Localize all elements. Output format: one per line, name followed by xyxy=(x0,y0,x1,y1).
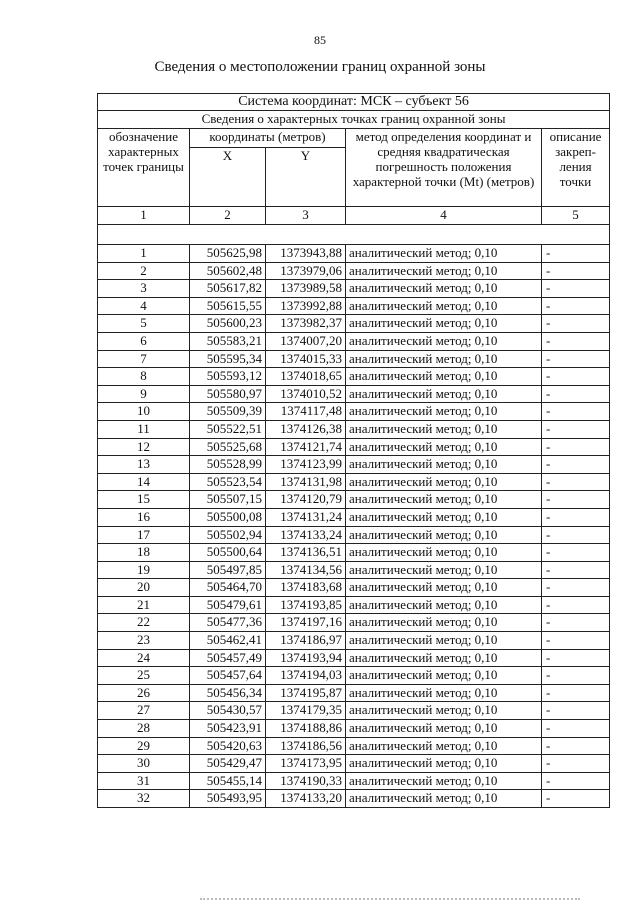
table-row xyxy=(98,508,610,526)
method-cell: аналитический метод; 0,10 xyxy=(346,561,542,579)
description-cell: - xyxy=(542,315,610,333)
coord-x: 505602,48 xyxy=(190,262,266,280)
coord-y: 1374007,20 xyxy=(266,332,346,350)
table-row xyxy=(98,385,610,403)
method-cell: аналитический метод; 0,10 xyxy=(346,720,542,738)
description-cell: - xyxy=(542,245,610,263)
coord-x: 505600,23 xyxy=(190,315,266,333)
col-number: 1 xyxy=(98,207,190,225)
method-cell: аналитический метод; 0,10 xyxy=(346,403,542,421)
point-id: 27 xyxy=(98,702,190,720)
coord-y: 1374123,99 xyxy=(266,456,346,474)
col-header-y: Y xyxy=(266,148,346,207)
coord-y: 1374179,35 xyxy=(266,702,346,720)
table-row xyxy=(98,473,610,491)
description-cell: - xyxy=(542,667,610,685)
coord-y: 1373982,37 xyxy=(266,315,346,333)
table-row xyxy=(98,245,610,263)
coord-x: 505502,94 xyxy=(190,526,266,544)
table-row xyxy=(98,614,610,632)
table-row xyxy=(98,755,610,773)
table-row xyxy=(98,332,610,350)
table-row xyxy=(98,667,610,685)
method-cell: аналитический метод; 0,10 xyxy=(346,438,542,456)
table-row xyxy=(98,684,610,702)
method-cell: аналитический метод; 0,10 xyxy=(346,262,542,280)
method-cell: аналитический метод; 0,10 xyxy=(346,737,542,755)
description-cell: - xyxy=(542,649,610,667)
col-header-x: X xyxy=(190,148,266,207)
method-cell: аналитический метод; 0,10 xyxy=(346,632,542,650)
point-id: 26 xyxy=(98,684,190,702)
description-cell: - xyxy=(542,473,610,491)
table-row xyxy=(98,491,610,509)
coord-y: 1374186,56 xyxy=(266,737,346,755)
table-row xyxy=(98,544,610,562)
method-cell: аналитический метод; 0,10 xyxy=(346,332,542,350)
description-cell: - xyxy=(542,262,610,280)
point-id: 1 xyxy=(98,245,190,263)
table-row xyxy=(98,420,610,438)
coord-x: 505617,82 xyxy=(190,280,266,298)
description-cell: - xyxy=(542,368,610,386)
table-subtitle: Сведения о характерных точках границ охранной зоны xyxy=(98,111,610,129)
point-id: 23 xyxy=(98,632,190,650)
coord-y: 1374136,51 xyxy=(266,544,346,562)
method-cell: аналитический метод; 0,10 xyxy=(346,385,542,403)
description-cell: - xyxy=(542,297,610,315)
coord-y: 1374197,16 xyxy=(266,614,346,632)
coord-y: 1374193,85 xyxy=(266,596,346,614)
coord-x: 505500,08 xyxy=(190,508,266,526)
table-row xyxy=(98,350,610,368)
coord-y: 1374194,03 xyxy=(266,667,346,685)
coord-y: 1374131,98 xyxy=(266,473,346,491)
coord-y: 1373943,88 xyxy=(266,245,346,263)
description-cell: - xyxy=(542,332,610,350)
point-id: 32 xyxy=(98,790,190,808)
point-id: 28 xyxy=(98,720,190,738)
coord-x: 505420,63 xyxy=(190,737,266,755)
point-id: 18 xyxy=(98,544,190,562)
description-cell: - xyxy=(542,790,610,808)
coord-x: 505456,34 xyxy=(190,684,266,702)
table-row xyxy=(98,280,610,298)
method-cell: аналитический метод; 0,10 xyxy=(346,755,542,773)
description-cell: - xyxy=(542,614,610,632)
coord-x: 505615,55 xyxy=(190,297,266,315)
empty-cell xyxy=(98,225,610,245)
method-cell: аналитический метод; 0,10 xyxy=(346,579,542,597)
page-number: 85 xyxy=(314,33,326,47)
coord-x: 505477,36 xyxy=(190,614,266,632)
coord-x: 505500,64 xyxy=(190,544,266,562)
description-cell: - xyxy=(542,438,610,456)
coord-x: 505509,39 xyxy=(190,403,266,421)
col-number: 4 xyxy=(346,207,542,225)
point-id: 16 xyxy=(98,508,190,526)
coord-x: 505583,21 xyxy=(190,332,266,350)
point-id: 25 xyxy=(98,667,190,685)
coord-y: 1373979,06 xyxy=(266,262,346,280)
coord-x: 505625,98 xyxy=(190,245,266,263)
coord-y: 1374188,86 xyxy=(266,720,346,738)
table-row xyxy=(98,315,610,333)
coordinates-table xyxy=(97,93,610,808)
coord-y: 1374133,20 xyxy=(266,790,346,808)
coord-x: 505580,97 xyxy=(190,385,266,403)
point-id: 15 xyxy=(98,491,190,509)
coord-y: 1374173,95 xyxy=(266,755,346,773)
table-row xyxy=(98,368,610,386)
col-number: 3 xyxy=(266,207,346,225)
point-id: 7 xyxy=(98,350,190,368)
coord-x: 505525,68 xyxy=(190,438,266,456)
coord-x: 505457,49 xyxy=(190,649,266,667)
coord-x: 505528,99 xyxy=(190,456,266,474)
method-cell: аналитический метод; 0,10 xyxy=(346,596,542,614)
description-cell: - xyxy=(542,632,610,650)
point-id: 3 xyxy=(98,280,190,298)
description-cell: - xyxy=(542,280,610,298)
description-cell: - xyxy=(542,596,610,614)
coord-y: 1374183,68 xyxy=(266,579,346,597)
method-cell: аналитический метод; 0,10 xyxy=(346,544,542,562)
table-row xyxy=(98,649,610,667)
description-cell: - xyxy=(542,737,610,755)
description-cell: - xyxy=(542,702,610,720)
coord-y: 1373992,88 xyxy=(266,297,346,315)
table-row xyxy=(98,579,610,597)
method-cell: аналитический метод; 0,10 xyxy=(346,473,542,491)
point-id: 20 xyxy=(98,579,190,597)
coord-y: 1374120,79 xyxy=(266,491,346,509)
table-row xyxy=(98,720,610,738)
table-row xyxy=(98,772,610,790)
table-row xyxy=(98,438,610,456)
point-id: 9 xyxy=(98,385,190,403)
coord-x: 505457,64 xyxy=(190,667,266,685)
coord-y: 1374195,87 xyxy=(266,684,346,702)
table-row xyxy=(98,632,610,650)
method-cell: аналитический метод; 0,10 xyxy=(346,280,542,298)
coord-x: 505593,12 xyxy=(190,368,266,386)
coord-x: 505595,34 xyxy=(190,350,266,368)
coord-x: 505497,85 xyxy=(190,561,266,579)
table-row xyxy=(98,702,610,720)
method-cell: аналитический метод; 0,10 xyxy=(346,508,542,526)
coordinate-system-header: Система координат: МСК – субъект 56 xyxy=(98,94,610,111)
col-header-point: обозначение характерных точек границы xyxy=(98,129,190,207)
coord-x: 505493,95 xyxy=(190,790,266,808)
coord-y: 1374133,24 xyxy=(266,526,346,544)
point-id: 30 xyxy=(98,755,190,773)
table-row xyxy=(98,403,610,421)
col-header-description: описание закреп-ления точки xyxy=(542,129,610,207)
coord-x: 505423,91 xyxy=(190,720,266,738)
method-cell: аналитический метод; 0,10 xyxy=(346,526,542,544)
coord-y: 1374117,48 xyxy=(266,403,346,421)
coord-y: 1374121,74 xyxy=(266,438,346,456)
method-cell: аналитический метод; 0,10 xyxy=(346,368,542,386)
coord-y: 1374186,97 xyxy=(266,632,346,650)
coord-y: 1374131,24 xyxy=(266,508,346,526)
coord-x: 505479,61 xyxy=(190,596,266,614)
description-cell: - xyxy=(542,385,610,403)
point-id: 12 xyxy=(98,438,190,456)
coord-x: 505523,54 xyxy=(190,473,266,491)
point-id: 11 xyxy=(98,420,190,438)
description-cell: - xyxy=(542,561,610,579)
method-cell: аналитический метод; 0,10 xyxy=(346,350,542,368)
description-cell: - xyxy=(542,420,610,438)
table-row xyxy=(98,526,610,544)
description-cell: - xyxy=(542,755,610,773)
description-cell: - xyxy=(542,350,610,368)
coord-y: 1374193,94 xyxy=(266,649,346,667)
table-row xyxy=(98,456,610,474)
method-cell: аналитический метод; 0,10 xyxy=(346,297,542,315)
table-row xyxy=(98,790,610,808)
coord-x: 505429,47 xyxy=(190,755,266,773)
description-cell: - xyxy=(542,720,610,738)
method-cell: аналитический метод; 0,10 xyxy=(346,772,542,790)
coord-x: 505507,15 xyxy=(190,491,266,509)
coord-y: 1374015,33 xyxy=(266,350,346,368)
point-id: 24 xyxy=(98,649,190,667)
empty-row xyxy=(98,225,610,245)
point-id: 2 xyxy=(98,262,190,280)
table-row xyxy=(98,561,610,579)
method-cell: аналитический метод; 0,10 xyxy=(346,420,542,438)
table-row xyxy=(98,297,610,315)
point-id: 31 xyxy=(98,772,190,790)
point-id: 6 xyxy=(98,332,190,350)
method-cell: аналитический метод; 0,10 xyxy=(346,315,542,333)
point-id: 5 xyxy=(98,315,190,333)
coord-x: 505462,41 xyxy=(190,632,266,650)
point-id: 10 xyxy=(98,403,190,421)
coord-y: 1374126,38 xyxy=(266,420,346,438)
method-cell: аналитический метод; 0,10 xyxy=(346,491,542,509)
col-header-coordinates: координаты (метров) xyxy=(190,129,346,148)
coord-y: 1374134,56 xyxy=(266,561,346,579)
method-cell: аналитический метод; 0,10 xyxy=(346,667,542,685)
description-cell: - xyxy=(542,403,610,421)
table-row xyxy=(98,737,610,755)
point-id: 22 xyxy=(98,614,190,632)
col-number: 5 xyxy=(542,207,610,225)
coord-x: 505464,70 xyxy=(190,579,266,597)
description-cell: - xyxy=(542,772,610,790)
description-cell: - xyxy=(542,456,610,474)
description-cell: - xyxy=(542,544,610,562)
coord-y: 1374190,33 xyxy=(266,772,346,790)
point-id: 13 xyxy=(98,456,190,474)
point-id: 21 xyxy=(98,596,190,614)
point-id: 17 xyxy=(98,526,190,544)
table-row xyxy=(98,596,610,614)
coord-y: 1374010,52 xyxy=(266,385,346,403)
method-cell: аналитический метод; 0,10 xyxy=(346,649,542,667)
point-id: 14 xyxy=(98,473,190,491)
description-cell: - xyxy=(542,526,610,544)
scan-artifact xyxy=(200,898,580,902)
method-cell: аналитический метод; 0,10 xyxy=(346,684,542,702)
description-cell: - xyxy=(542,491,610,509)
method-cell: аналитический метод; 0,10 xyxy=(346,790,542,808)
point-id: 19 xyxy=(98,561,190,579)
method-cell: аналитический метод; 0,10 xyxy=(346,614,542,632)
description-cell: - xyxy=(542,684,610,702)
coord-x: 505430,57 xyxy=(190,702,266,720)
point-id: 8 xyxy=(98,368,190,386)
method-cell: аналитический метод; 0,10 xyxy=(346,702,542,720)
point-id: 4 xyxy=(98,297,190,315)
method-cell: аналитический метод; 0,10 xyxy=(346,245,542,263)
point-id: 29 xyxy=(98,737,190,755)
coord-x: 505522,51 xyxy=(190,420,266,438)
description-cell: - xyxy=(542,579,610,597)
description-cell: - xyxy=(542,508,610,526)
table-row xyxy=(98,262,610,280)
col-number: 2 xyxy=(190,207,266,225)
coord-y: 1374018,65 xyxy=(266,368,346,386)
coord-y: 1373989,58 xyxy=(266,280,346,298)
col-header-method: метод определения координат и средняя квадратическая погрешность положения характерной точки (Mt) (метров) xyxy=(346,129,542,207)
method-cell: аналитический метод; 0,10 xyxy=(346,456,542,474)
document-title: Сведения о местоположении границ охранной зоны xyxy=(154,59,486,75)
coord-x: 505455,14 xyxy=(190,772,266,790)
